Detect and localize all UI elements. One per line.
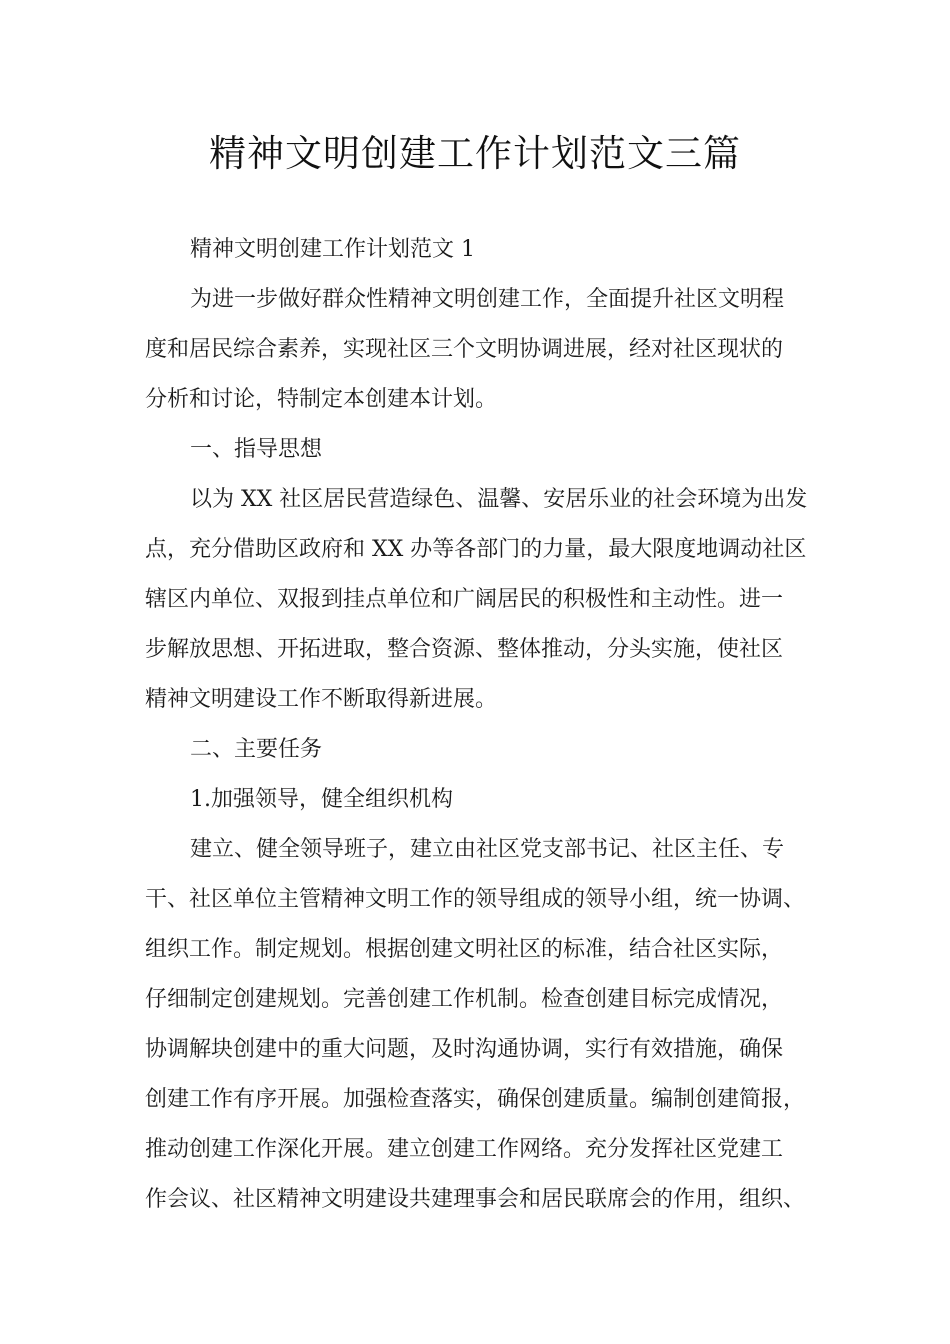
- text-line: 推动创建工作深化开展。建立创建工作网络。充分发挥社区党建工: [145, 1137, 784, 1162]
- text-line: 度和居民综合素养，实现社区三个文明协调进展，经对社区现状的: [145, 337, 784, 362]
- text-line: 作会议、社区精神文明建设共建理事会和居民联席会的作用，组织、: [145, 1187, 806, 1212]
- text-line: 干、社区单位主管精神文明工作的领导组成的领导小组，统一协调、: [145, 887, 806, 912]
- text-line: 辖区内单位、双报到挂点单位和广阔居民的积极性和主动性。进一: [145, 587, 784, 612]
- text-line: 步解放思想、开拓进取，整合资源、整体推动，分头实施，使社区: [145, 637, 784, 662]
- text-line: 仔细制定创建规划。完善创建工作机制。检查创建目标完成情况，: [145, 987, 784, 1012]
- text-line: 1.加强领导，健全组织机构: [190, 787, 453, 812]
- text-line: 组织工作。制定规划。根据创建文明社区的标准，结合社区实际，: [145, 937, 784, 962]
- text-line: 一、指导思想: [190, 437, 323, 462]
- text-line: 为进一步做好群众性精神文明创建工作，全面提升社区文明程: [190, 287, 785, 312]
- text-line: 协调解块创建中的重大问题，及时沟通协调，实行有效措施，确保: [145, 1037, 784, 1062]
- document-body: [145, 225, 825, 1225]
- text-line: 二、主要任务: [190, 737, 323, 762]
- document-title: 精神文明创建工作计划范文三篇: [209, 132, 741, 175]
- text-line: 精神文明建设工作不断取得新进展。: [145, 687, 498, 712]
- text-line: 创建工作有序开展。加强检查落实，确保创建质量。编制创建简报，: [145, 1087, 806, 1112]
- text-line: 点，充分借助区政府和 XX 办等各部门的力量，最大限度地调动社区: [145, 537, 807, 562]
- text-line: 精神文明创建工作计划范文 1: [190, 237, 475, 262]
- text-line: 以为 XX 社区居民营造绿色、温馨、安居乐业的社会环境为出发: [190, 487, 808, 512]
- text-line: 分析和讨论，特制定本创建本计划。: [145, 387, 498, 412]
- text-line: 建立、健全领导班子，建立由社区党支部书记、社区主任、专: [190, 837, 785, 862]
